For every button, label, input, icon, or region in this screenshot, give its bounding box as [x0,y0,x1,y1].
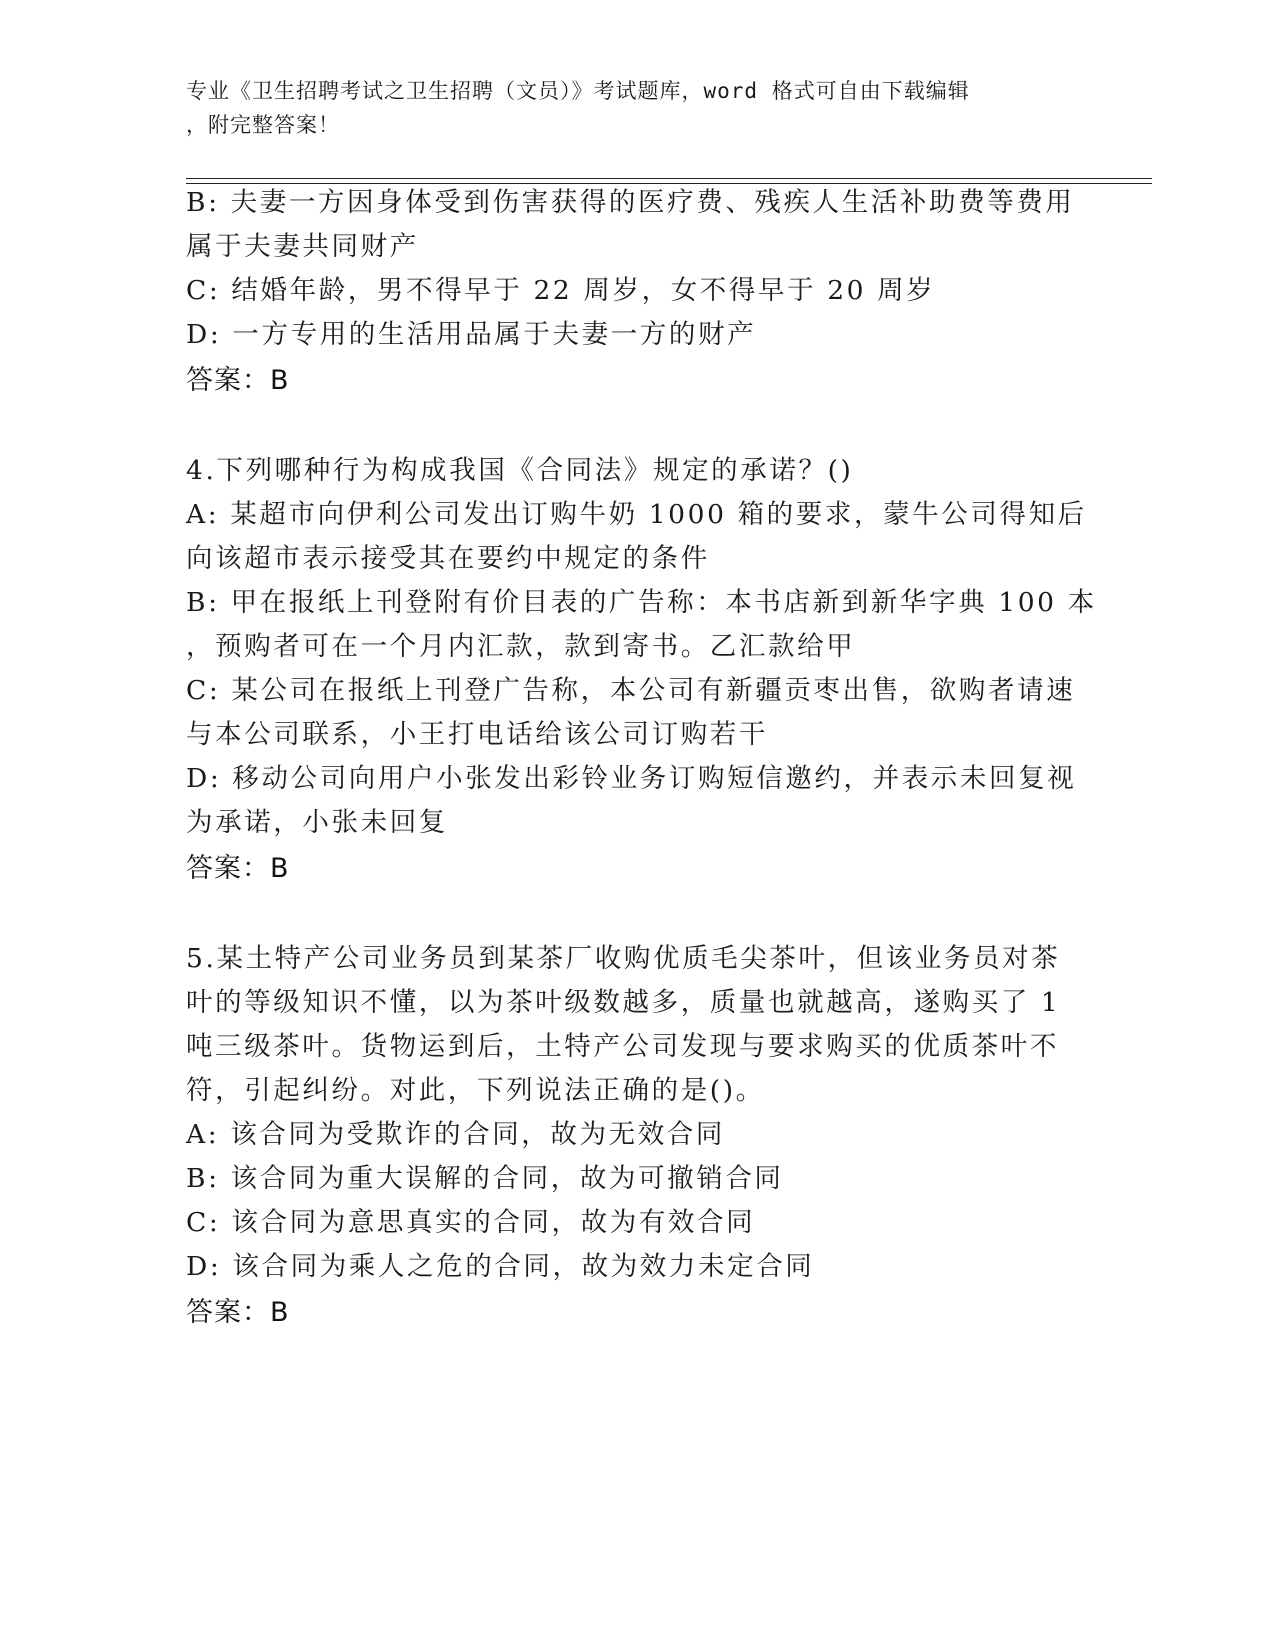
q4-option-c-line2: 与本公司联系，小王打电话给该公司订购若干 [186,719,768,750]
q4-option-b-line2: ，预购者可在一个月内汇款，款到寄书。乙汇款给甲 [186,631,856,662]
q4-option-c-line1: C: 某公司在报纸上刊登广告称，本公司有新疆贡枣出售，欲购者请速 [186,675,1076,706]
header-divider-bottom [186,183,1152,184]
q5-option-c: C: 该合同为意思真实的合同，故为有效合同 [186,1207,756,1238]
q4-option-a-line1: A: 某超市向伊利公司发出订购牛奶 1000 箱的要求，蒙牛公司得知后 [186,499,1087,530]
q4-option-d-line1: D: 移动公司向用户小张发出彩铃业务订购短信邀约，并表示未回复视 [186,763,1077,794]
q5-option-d: D: 该合同为乘人之危的合同，故为效力未定合同 [186,1251,815,1282]
q5-option-b: B: 该合同为重大误解的合同，故为可撤销合同 [186,1163,784,1194]
header-line-1: 专业《卫生招聘考试之卫生招聘（文员）》考试题库，word 格式可自由下载编辑 [186,79,970,103]
q3-option-d: D: 一方专用的生活用品属于夫妻一方的财产 [186,319,757,350]
q4-option-a-line2: 向该超市表示接受其在要约中规定的条件 [186,543,710,574]
q5-stem-line2: 叶的等级知识不懂，以为茶叶级数越多，质量也就越高，遂购买了 1 [186,987,1061,1018]
q5-stem-line3: 吨三级茶叶。货物运到后，土特产公司发现与要求购买的优质茶叶不 [186,1031,1059,1062]
q3-option-b-line2: 属于夫妻共同财产 [186,231,419,262]
q4-option-b-line1: B: 甲在报纸上刊登附有价目表的广告称：本书店新到新华字典 100 本 [186,587,1097,618]
header-line-2: ，附完整答案！ [186,113,340,137]
q4-answer: 答案：B [186,853,290,884]
q3-option-b-line1: B: 夫妻一方因身体受到伤害获得的医疗费、残疾人生活补助费等费用 [186,187,1075,218]
header-divider-top [186,178,1152,179]
document-header [186,74,1066,142]
q3-option-c: C: 结婚年龄，男不得早于 22 周岁，女不得早于 20 周岁 [186,275,936,306]
q5-answer: 答案：B [186,1297,290,1328]
q3-answer: 答案：B [186,365,290,396]
q4-stem: 4.下列哪种行为构成我国《合同法》规定的承诺？() [186,455,854,486]
q5-stem-line4: 符，引起纠纷。对此，下列说法正确的是()。 [186,1075,765,1106]
q4-option-d-line2: 为承诺，小张未回复 [186,807,448,838]
q5-stem-line1: 5.某土特产公司业务员到某茶厂收购优质毛尖茶叶，但该业务员对茶 [186,943,1061,974]
q5-option-a: A: 该合同为受欺诈的合同，故为无效合同 [186,1119,725,1150]
